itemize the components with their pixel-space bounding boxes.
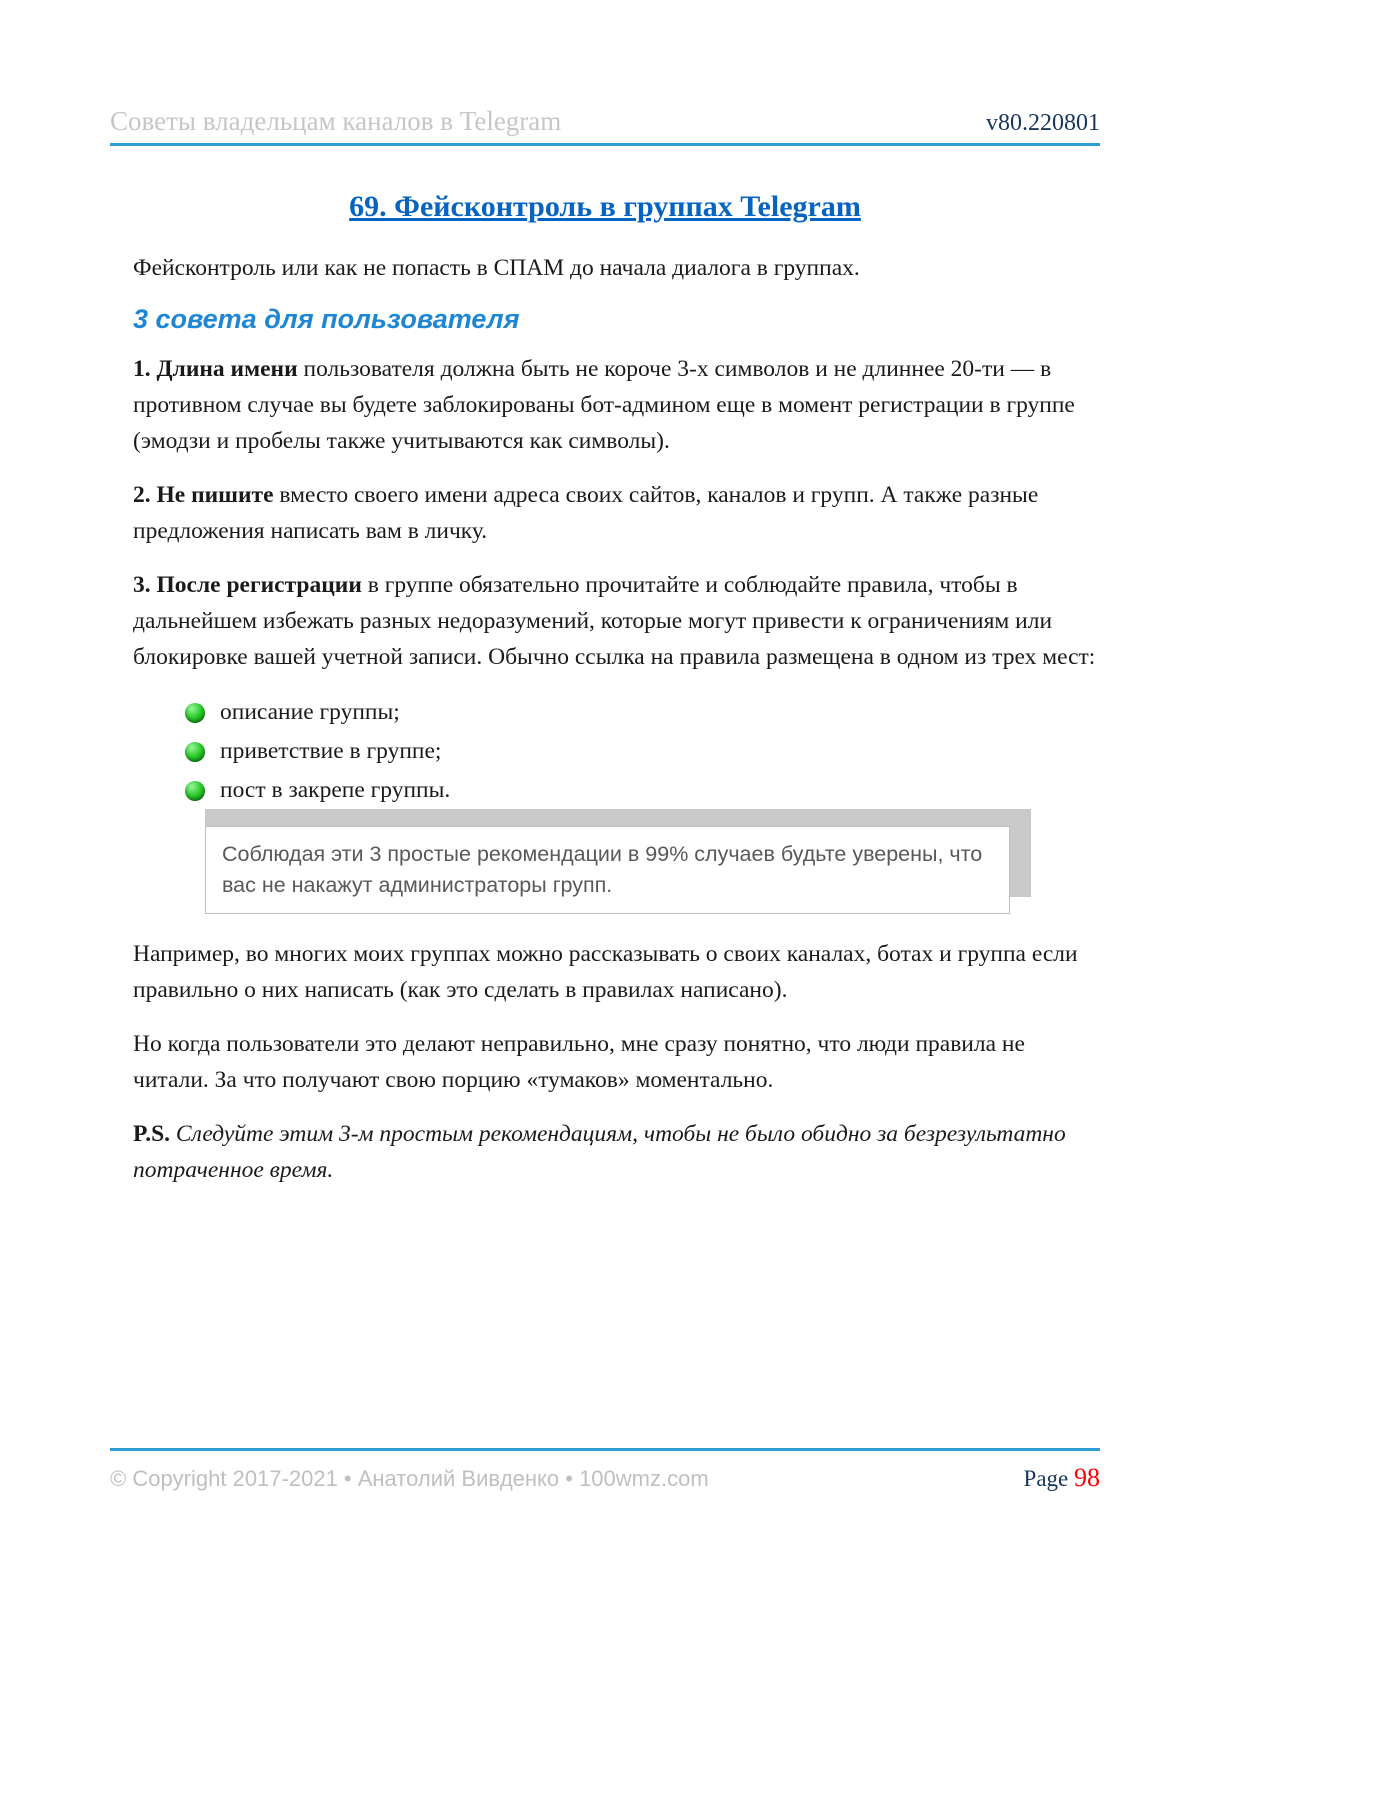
bullet-list — [185, 693, 1100, 810]
article-title-link[interactable]: 69. Фейсконтроль в группах Telegram — [349, 190, 861, 223]
quote-box — [205, 826, 1010, 914]
tip-lead-1: 1. Длина имени — [133, 356, 298, 382]
page-footer — [110, 1448, 1100, 1493]
tip-text-1: пользователя должна быть не короче 3-х символов и не длиннее 20-ти — в противном случае вы будете заблокированы бот-админом еще в момент регистрации в группе (эмодзи и пробелы также учитываются как символы). — [133, 356, 1075, 454]
tip-paragraph-1 — [133, 351, 1100, 459]
tip-text-3: в группе обязательно прочитайте и соблюдайте правила, чтобы в дальнейшем избежать разных недоразумений, которые могут привести к ограничениям или блокировке вашей учетной записи. Обычно ссылка на правила размещена в одном из трех мест: — [133, 572, 1096, 670]
paragraph-example: Например, во многих моих группах можно рассказывать о своих каналах, ботах и группа если правильно о них написать (как это сделать в правилах написано). — [133, 941, 1078, 1003]
quote-box-frame — [205, 826, 1010, 914]
tip-lead-2: 2. Не пишите — [133, 482, 274, 508]
page-number-value: 98 — [1074, 1463, 1100, 1492]
page-number-label: Page — [1023, 1466, 1069, 1491]
version-label: v80.220801 — [986, 110, 1100, 136]
page-content — [110, 106, 1100, 1206]
copyright-text: © Copyright 2017-2021 • Анатолий Вивденко • 100wmz.com — [110, 1466, 709, 1491]
ps-paragraph — [133, 1116, 1100, 1188]
page-number — [1024, 1463, 1100, 1493]
paragraph-warning: Но когда пользователи это делают неправильно, мне сразу понятно, что люди правила не читали. За что получают свою порцию «тумаков» моментально. — [133, 1031, 1025, 1093]
list-item-text: описание группы; — [220, 699, 400, 725]
tip-paragraph-2 — [133, 477, 1100, 549]
quote-text: Соблюдая эти 3 простые рекомендации в 99% случаев будьте уверены, что вас не накажут администраторы групп. — [222, 842, 983, 897]
running-header-title: Советы владельцам каналов в Telegram — [110, 106, 562, 136]
intro-paragraph: Фейсконтроль или как не попасть в СПАМ до начала диалога в группах. — [133, 255, 860, 281]
list-item-text: приветствие в группе; — [220, 738, 442, 764]
ps-text: Следуйте этим 3-м простым рекомендациям, чтобы не было обидно за безрезультатно потраченное время. — [133, 1121, 1066, 1183]
ps-lead: P.S. — [133, 1121, 171, 1147]
page-header — [110, 106, 1100, 146]
list-item-text: пост в закрепе группы. — [220, 777, 451, 803]
list-item — [185, 732, 1100, 771]
list-item — [185, 771, 1100, 810]
green-ball-bullet-icon — [185, 781, 205, 801]
section-heading: 3 совета для пользователя — [133, 304, 520, 334]
list-item — [185, 693, 1100, 732]
green-ball-bullet-icon — [185, 742, 205, 762]
tip-text-2: вместо своего имени адреса своих сайтов, каналов и групп. А также разные предложения написать вам в личку. — [133, 482, 1039, 544]
tip-lead-3: 3. После регистрации — [133, 572, 362, 598]
green-ball-bullet-icon — [185, 703, 205, 723]
tip-paragraph-3 — [133, 567, 1100, 675]
